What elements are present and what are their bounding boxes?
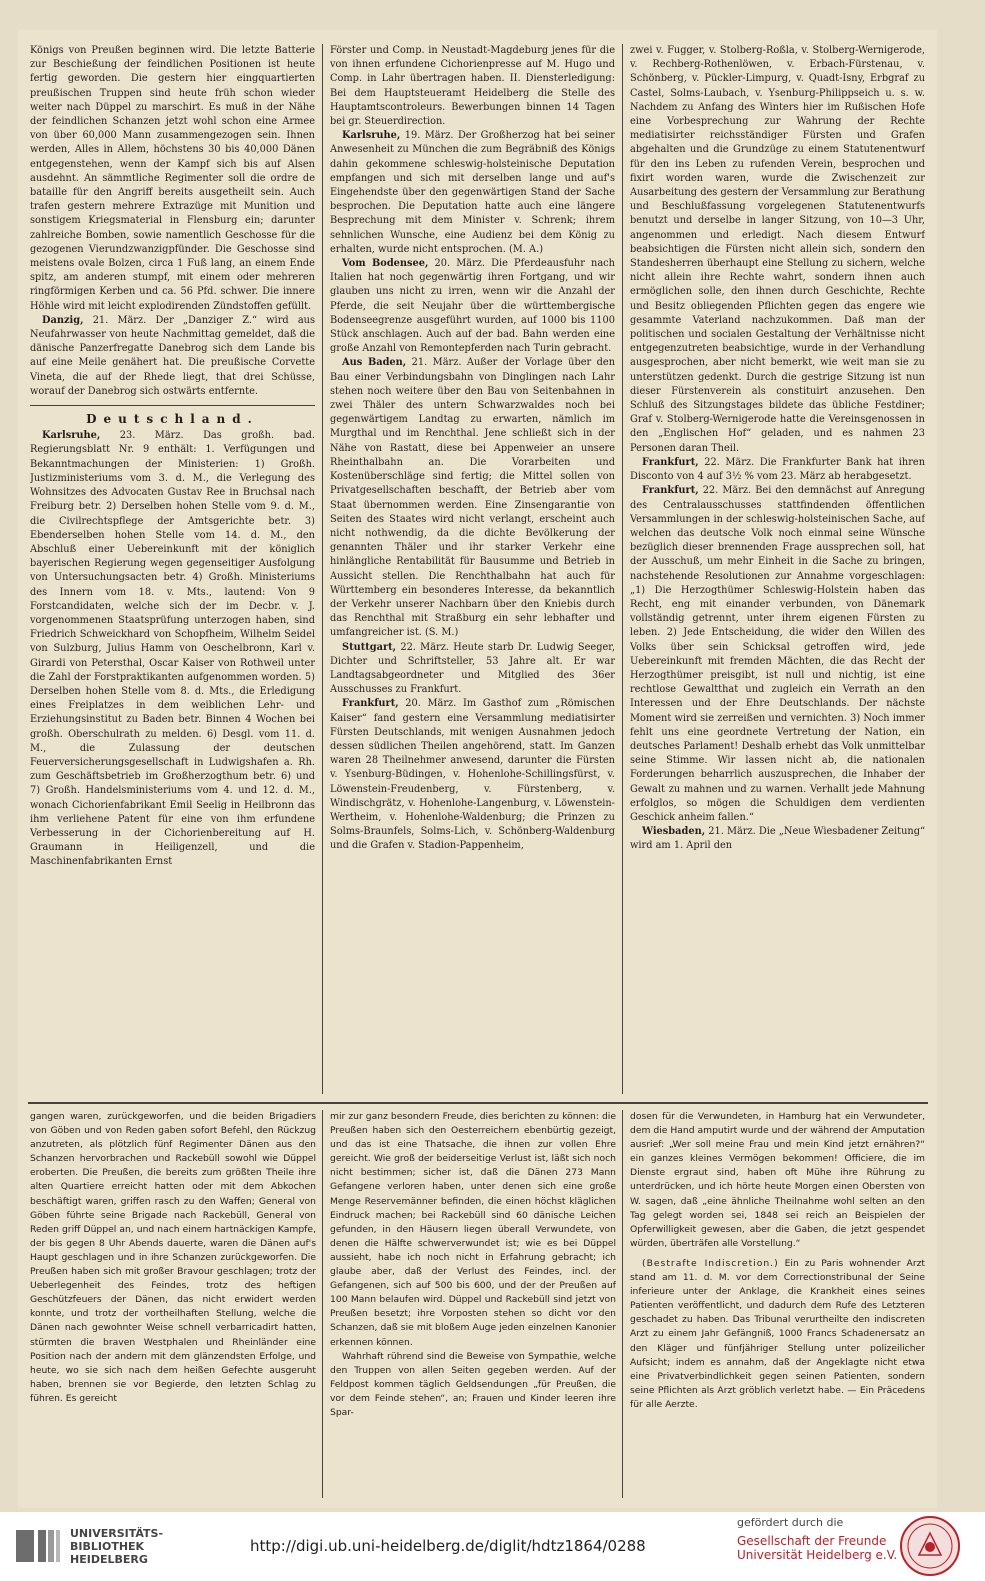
article-text: 23. März. Das großh. bad. Regierungsblatt Nr. 9 enthält: 1. Verfügungen und Bekanntmachungen der Ministerien: 1) Großh. Justizministeriums vom 3. d. M., die Verlegung des Wohnsitzes des Advocaten Gustav Ree in Bruchsal nach Freiburg betr. 2) Derselben hohen Stelle vom 9. d. M., die Civilrechtspflege der Amtsgerichte betr. 3) Ebenderselben hohen Stelle vom 14. d. M., den Abschluß einer Uebereinkunft mit der königlich bayerischen Regierung wegen gegenseitiger Ausfolgung von Untersuchungsacten betr. 4) Großh. Ministeriums des Innern vom 18. v. Mts., lautend: Von 9 Forstcandidaten, welche sich der im Decbr. v. J. vorgenommenen Staatsprüfung unterzogen haben, sind Friedrich Schweickhard von Schopfheim, Wilhelm Seidel von Sulzburg, Julius Hamm von Oeschelbronn, Karl v. Girardi von Petersthal, Oscar Kaiser von Rothweil unter die Zahl der Forstpraktikanten aufgenommen worden. 5) Derselben hohen Stelle vom 8. d. Mts., die Erledigung eines Freiplatzes in dem weiblichen Lehr- und Erziehungsinstitut zu Baden betr. Binnen 4 Wochen bei großh. Oberschulrath zu melden. 6) Desgl. vom 11. d. M., die Zulassung der deutschen Feuerversicherungsgesellschaft in Ludwigshafen a. Rh. zum Geschäftsbetrieb im Großherzogthum betr. 6) und 7) Großh. Handelsministeriums vom 4. und 12. d. M., wonach Cichorienfabrikant Emil Seelig in Heilbronn das ihm verliehene Patent für eine von ihm erfundene Verbesserung in der Cichorienbereitung auf H. Graumann in Heiligenzell, und die Maschinenfabrikanten Ernst	[30, 430, 315, 868]
column-divider	[622, 44, 623, 1094]
article-text: gangen waren, zurückgeworfen, und die beiden Brigadiers von Göben und von Reden gaben sofort Befehl, den Rückzug anzutreten, als plötzlich fünf Regimenter Dänen aus den Schanzen hervorbrachen und Rackebüll sowohl wie Düppel eroberten. Die Preußen, die bereits zum größten Theile ihre alten Quartiere erreicht hatten oder mit dem Abkochen beschäftigt waren, griffen rasch zu den Waffen; General von Göben führte seine Brigade nach Rackebüll, General von Reden griff Düppel an, und nach einem hartnäckigen Kampfe, der bis gegen 8 Uhr Abends dauerte, waren die Dänen auf's Haupt geschlagen und in ihre Schanzen zurückgeworfen. Die Preußen haben sich mit großer Bravour geschlagen; trotz der Ueberlegenheit des Feindes, trotz des heftigen Geschützfeuers der Dänen, das nicht erwidert werden konnte, und trotz der vortheilhaften Stellung, welche die Dänen nach gewohnter Weise schnell verbarricadirt hatten, stürmten die braven Westphalen und Rheinländer eine Position nach der andern mit dem glänzendsten Erfolge, und heute, wo sie sich nach dem heißen Gefechte ausgeruht haben, brennen sie vor Begierde, den letzten Schlag zu führen. Es gereicht	[30, 1111, 316, 1404]
dateline: Karlsruhe,	[42, 430, 101, 442]
article	[330, 641, 615, 698]
dateline: Aus Baden,	[342, 357, 407, 369]
article	[630, 456, 925, 484]
article	[330, 129, 615, 257]
article	[630, 825, 925, 853]
column-divider	[322, 44, 323, 1094]
dateline: Karlsruhe,	[342, 130, 401, 142]
section-heading: Deutschland.	[86, 412, 259, 427]
university-seal-icon	[899, 1515, 961, 1577]
dateline: Vom Bodensee,	[342, 258, 429, 270]
article-text: 20. März. Im Gasthof zum „Römischen Kaiser“ fand gestern eine Versammlung mediatisirter Fürsten Deutschlands, mit wenigen Ausnahmen jedoch dessen südlichen Theilen angehörend, statt. Im Ganzen waren 28 Theilnehmer anwesend, darunter die Fürsten v. Ysenburg-Büdingen, v. Hohenlohe-Schillingsfürst, v. Löwenstein-Freudenberg, v. Fürstenberg, v. Windischgrätz, v. Hohenlohe-Langenburg, v. Löwenstein-Wertheim, v. Hohenlohe-Waldenburg; die Prinzen zu Solms-Braunfels, Solms-Lich, v. Schönberg-Waldenburg und die Grafen v. Stadion-Pappenheim,	[330, 698, 615, 852]
column-divider	[622, 1110, 623, 1498]
newspaper-page	[18, 30, 937, 1508]
society-name-line: Universität Heidelberg e.V.	[737, 1548, 898, 1562]
article	[330, 257, 615, 356]
lower-column-2	[330, 1110, 616, 1500]
article-text: 22. März. Die Frankfurter Bank hat ihren Disconto von 4 auf 3½ % vom 23. März ab herabgesetzt.	[630, 456, 925, 483]
lower-column-3	[630, 1110, 925, 1500]
article-text: 21. März. Der „Danziger Z.“ wird aus Neufahrwasser von heute Nachmittag gemeldet, daß die dänische Panzerfregatte Danebrog sich dem Lande bis auf eine Meile genähert hat. Die preußische Corvette Vineta, die auf der Rhede liegt, that drei Schüsse, worauf der Danebrog sich ostwärts entfernte.	[30, 314, 315, 397]
dateline: Danzig,	[42, 314, 84, 326]
article-text: 21. März. Die „Neue Wiesbadener Zeitung“ wird am 1. April den	[630, 826, 925, 852]
dateline: Stuttgart,	[342, 641, 397, 653]
article	[330, 697, 615, 853]
dateline: Wiesbaden,	[642, 826, 706, 838]
article-text: Ein zu Paris wohnender Arzt stand am 11. d. M. vor dem Correctionstribunal der Seine inferieure unter der Anklage, die Krankheit eines seines Patienten veröffentlicht, und dadurch dem Rufe des Letzteren geschadet zu haben. Das Tribunal verurtheilte den indiscreten Arzt zu einem Jahr Gefängniß, 1000 Francs Schadenersatz an den Kläger und fünfjähriger Stellung unter polizeilicher Aufsicht; indem es annahm, daß der Angeklagte nicht etwa eine Privatverbindlichkeit gegen seinen Patienten, sondern seine Pflichten als Arzt gröblich verletzt habe. — Ein Präcedens für alle Aerzte.	[630, 1257, 925, 1410]
column-2	[330, 44, 615, 1096]
article-text: 19. März. Der Großherzog hat bei seiner Anwesenheit zu München die zum Begräbniß des Königs dahin gekommene schleswig-holsteinische Deputation empfangen und sich mit derselben lange und auf's Eingehendste über den gegenwärtigen Stand der Sache besprochen. Die Deputation hatte auch eine längere Besprechung mit dem Minister v. Schrenk; ihrem sehnlichen Wunsche, eine Audienz bei dem König zu erhalten, wurde nicht entsprochen. (M. A.)	[330, 130, 615, 255]
library-name-line: BIBLIOTHEK	[70, 1540, 145, 1553]
column-3	[630, 44, 925, 1096]
article-text: zwei v. Fugger, v. Stolberg-Roßla, v. Stolberg-Wernigerode, v. Rechberg-Rothenlöwen, v. Erbach-Fürstenau, v. Schönberg, v. Pückler-Limpurg, v. Quadt-Isny, Erbgraf zu Castel, Solms-Laubach, v. Ysenburg-Philippseich u. s. w. Nachdem zu Anfang des Winters hier im Rußischen Hofe eine Vorbesprechung zur Wahrung der Rechte mediatisirter reichsständiger Fürsten und Grafen abgehalten und die Grundzüge zu einem Statutenentwurf für den ins Leben zu rufenden Verein, besprochen und fixirt worden waren, wurde die Zwischenzeit zur Ausarbeitung des gestern der Versammlung zur Berathung und Beschlußfassung vorgelegenen Statutenentwurfs benutzt und derselbe in langer Sitzung, von 10—3 Uhr, angenommen und erledigt. Nach diesem Entwurf beabsichtigen die Fürsten nicht allein sich, sondern den Standesherren überhaupt eine Stellung zu sichern, welche nicht allein ihre Rechte wahrt, sondern ihnen auch ermöglichen solle, den ihnen durch Geschichte, Rechte und Besitz obliegenden Pflichten gegen das engere wie gesammte Vaterland nachzukommen. Daß man der politischen und socialen Gestaltung der Verhältnisse nicht entgegenzutreten beabsichtige, wurde in der Verhandlung ausgesprochen, aber nicht bemerkt, wie weit man sie zu unterstützen gedenkt. Durch die gestrige Sitzung ist nun dieser Fürstenverein als constituirt anzusehen. Den Schluß des Sitzungstages bildete das übliche Festdiner; Graf v. Stolberg-Wernigerode hatte die Vereinsgenossen in den „Englischen Hof“ geladen, und es nahmen 23 Personen daran Theil.	[630, 45, 925, 454]
article	[30, 314, 315, 399]
society-name-line: Gesellschaft der Freunde	[737, 1534, 887, 1548]
library-name-line: HEIDELBERG	[70, 1553, 148, 1566]
article	[330, 356, 615, 640]
dateline: Frankfurt,	[642, 485, 699, 497]
library-name[interactable]	[70, 1527, 163, 1566]
society-name[interactable]	[737, 1534, 897, 1562]
article-text: mir zur ganz besondern Freude, dies berichten zu können: die Preußen haben sich den Oesterreichern ebenbürtig gezeigt, und das ist eine Thatsache, die ihnen zur vollen Ehre gereicht. Wie groß der beiderseitige Verlust ist, läßt sich noch nicht bestimmen; sicher ist, daß die Dänen 273 Mann Gefangene verloren haben, unter denen sich eine große Menge Reservemänner befinden, die einen höchst kläglichen Eindruck machen; bei Rackebüll sind 60 dänische Leichen gefunden, in den Häusern liegen überall Verwundete, von denen die Hälfte schwerverwundet ist; wie es bei Düppel aussieht, habe ich noch nicht in Erfahrung gebracht; ich glaube aber, daß der Verlust des Feindes, incl. der Gefangenen, sich auf 500 bis 600, und der der Preußen auf 100 Mann belaufen wird. Düppel und Rackebüll sind jetzt von Preußen besetzt; ihre Vorposten stehen so dicht vor den Schanzen, daß sie mit bloßem Auge jeden einzelnen Kanonier erkennen können.	[330, 1111, 616, 1348]
footer-bar	[0, 1512, 985, 1581]
article-text: 22. März. Bei den demnächst auf Anregung des Centralausschusses stattfindenden öffentlichen Versammlungen in der schleswig-holsteinischen Sache, auf welchen das deutsche Volk noch einmal seine Wünsche bezüglich dieser brennenden Frage aussprechen soll, hat der Ausschuß, um mehr Einheit in die Sache zu bringen, nachstehende Resolutionen zur Annahme vorgeschlagen: „1) Die Herzogthümer Schleswig-Holstein haben das Recht, eng mit einander verbunden, von Dänemark vollständig getrennt, unter ihrem eigenen Fürsten zu leben. 2) Jede Entscheidung, die wider den Willen des Volks über sein Schicksal getroffen wird, jede Uebereinkunft mit fremden Mächten, die das Recht der Herzogthümer preisgibt, ist null und nichtig, ist eine rechtlose Gewaltthat und zugleich ein Verrath an den Interessen und der Ehre Deutschlands. Der nächste Moment wird sie zerreißen und vernichten. 3) Noch immer fehlt uns eine geordnete Vertretung der Nation, ein deutsches Parlament! Deshalb erhebt das Volk unmittelbar seine Stimme. Wir lassen nicht ab, die nationalen Forderungen beharrlich auszusprechen, die Inhaber der Gewalt zu mahnen und zu warnen. Verhallt jede Mahnung erfolglos, so mögen die Schuldigen dem verdienten Geschick anheim fallen.“	[630, 485, 925, 823]
lower-column-1	[30, 1110, 316, 1500]
article-text: 22. März. Heute starb Dr. Ludwig Seeger, Dichter und Schriftsteller, 53 Jahre alt. Er war Landtagsabgeordneter und Mitglied des 36er Ausschusses zu Frankfurt.	[330, 641, 615, 696]
article-text: Königs von Preußen beginnen wird. Die letzte Batterie zur Beschießung der feindlichen Positionen ist heute fertig geworden. Die gestern hier eingquartierten preußischen Truppen sind heute früh schon wieder weiter nach Düppel zu marschirt. Es muß in der Nähe der feindlichen Schanzen jetzt wohl schon eine Armee von über 60,000 Mann zusammengezogen sein. Ihnen werden, Alles in Allem, höchstens 30 bis 40,000 Dänen entgegenstehen, wenn der Kampf sich bis auf Alsen ausdehnt. An sämmtliche Regimenter soll die ordre de bataille für den Angriff bereits ausgetheilt sein. Auch trafen gestern mehrere Extrazüge mit Munition und sonstigem Kriegsmaterial in Flensburg ein; darunter zahlreiche Bomben, sowie namentlich Geschosse für die gezogenen Vierundzwanzigpfünder. Die Geschosse sind meistens ovale Bolzen, circa 1 Fuß lang, an einem Ende spitz, am anderen stumpf, mit einem oder mehreren ringförmigen Kerben und ca. 56 Pfd. schwer. Die innere Höhle wird mit leicht explodirenden Zündstoffen gefüllt.	[30, 45, 315, 312]
article-text: Förster und Comp. in Neustadt-Magdeburg jenes für die von ihnen erfundene Cichorienpresse auf M. Hugo und Comp. in Lahr übertragen haben. II. Diensterledigung: Bei dem Hauptsteueramt Heidelberg die Stelle des Hauptamtscontroleurs. Bewerbungen binnen 14 Tagen bei gr. Steuerdirection.	[330, 45, 615, 128]
article	[630, 1257, 925, 1412]
dateline: Frankfurt,	[642, 456, 699, 468]
library-name-line: UNIVERSITÄTS-	[70, 1527, 164, 1540]
article-text: 20. März. Die Pferdeausfuhr nach Italien hat noch gegenwärtig ihren Fortgang, und wir glauben uns nicht zu irren, wenn wir die Anzahl der Pferde, die seit Neujahr über die württembergische Bodenseegrenze ausgeführt wurden, auf 1000 bis 1100 Stück anschlagen. Auch auf der bad. Bahn werden eine große Anzahl von Remontepferden nach Turin gebracht.	[330, 258, 615, 355]
article-text: dosen für die Verwundeten, in Hamburg hat ein Verwundeter, dem die Hand amputirt wurde und der während der Amputation ausrief: „Wer soll meine Frau und mein Kind jetzt ernähren?“ ein ganzes kleines Vermögen bekommen! Officiere, die im Dienste ergraut sind, haben oft Mühe ihre Rührung zu unterdrücken, und ich hörte heute Morgen einen Obersten von W. sagen, daß „eine ähnliche Theilnahme wohl selten an den Tag gelegt worden sei, 1848 sei reich an Beispielen der Opferwilligkeit gewesen, aber die Gaben, die jetzt gespendet würden, überträfen alle Vorstellung.“	[630, 1111, 925, 1249]
university-library-logo-icon	[14, 1526, 64, 1566]
article-text: Wahrhaft rührend sind die Beweise von Sympathie, welche den Truppen von allen Seiten gegeben werden. Auf der Feldpost kommen täglich Geldsendungen „für Preußen, die vor dem Feinde stehen“, an; Frauen und Kinder leeren ihre Spar-	[330, 1350, 616, 1418]
permalink-url[interactable]: http://digi.ub.uni-heidelberg.de/diglit/hdtz1864/0288	[250, 1537, 646, 1555]
article-text: 21. März. Außer der Vorlage über den Bau einer Verbindungsbahn von Dinglingen nach Lahr stehen noch weitere über den Bau von Seitenbahnen in zwei Thäler des untern Schwarzwaldes noch bei gegenwärtigem Landtag zu erwarten, nämlich im Murgthal und im Renchthal. Jene schließt sich in der Nähe von Rastatt, diese bei Appenweier an unsere Rheinthalbahn an. Die Vorarbeiten und Kostenüberschläge sind fertig; die Mittel sollen von Privatgesellschaften beschafft, der Betrieb aber vom Staat übernommen werden. Eine Zinsengarantie von Seiten des Staates wird nicht verlangt, erscheint auch nicht nothwendig, da die dichte Bevölkerung der genannten Thäler und ihr starker Verkehr eine hinlängliche Rentabilität für Bausumme und Betrieb in Aussicht stellen. Die Renchthalbahn hat auch für Württemberg ein besonderes Interesse, da bekanntlich der Verkehr unserer Nachbarn über den Kniebis durch das Renchthal mit Straßburg ein sehr lebhafter und umfangreicher ist. (S. M.)	[330, 357, 615, 639]
dateline: Frankfurt,	[342, 698, 399, 710]
article-heading: (Bestrafte Indiscretion.)	[642, 1257, 779, 1269]
article	[30, 429, 315, 869]
funded-by-label: gefördert durch die	[737, 1516, 844, 1529]
column-1	[30, 44, 315, 1096]
article	[630, 484, 925, 825]
section-rule	[28, 1102, 928, 1104]
column-divider	[322, 1110, 323, 1498]
divider	[30, 405, 315, 406]
